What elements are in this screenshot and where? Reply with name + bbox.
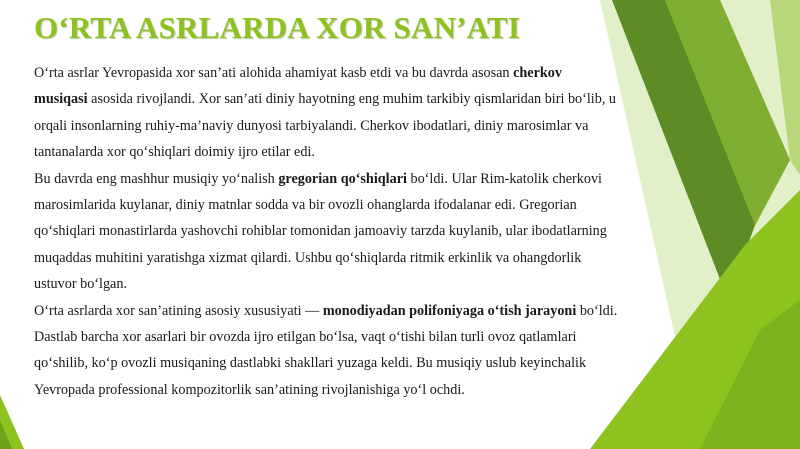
paragraph-2-text-a: Bu davrda eng mashhur musiqiy yo‘nalish	[34, 170, 279, 187]
slide-title: O‘RTA ASRLARDA XOR SAN’ATI	[34, 10, 521, 45]
paragraph-2-text-b: bo‘ldi. Ular Rim-katolik cherkovi marosimlarida kuylanar, diniy matnlar sodda va bir ovozli ohanglarda ifodalanar edi. Gregorian qo‘shiqlari monastirlarda yashovchi rohiblar tomonidan jamoaviy tarzda kuylanib, ular ibodatlarning muqaddas muhitini yaratishga xizmat qilardi. Ushbu qo‘shiqlarda ritmik erkinlik va ohangdorlik ustuvor bo‘lgan.	[34, 170, 607, 293]
paragraph-2	[34, 166, 619, 298]
paragraph-3-text-b: bo‘ldi. Dastlab barcha xor asarlari bir ovozda ijro etilgan bo‘lsa, vaqt o‘tishi bilan turli ovoz qatlamlari qo‘shilib, ko‘p ovozli musiqaning dastlabki shakllari yuzaga keldi. Bu musiqiy uslub keyinchalik Yevropada professional kompozitorlik san’atining rivojlanishiga yo‘l ochdi.	[34, 302, 618, 398]
paragraph-3-bold: monodiyadan polifoniyaga o‘tish jarayoni	[322, 302, 577, 319]
paragraph-3-text-a: O‘rta asrlarda xor san’atining asosiy xususiyati —	[34, 302, 323, 319]
paragraph-1-text-a: O‘rta asrlar Yevropasida xor san’ati alohida ahamiyat kasb etdi va bu davrda asosan	[34, 65, 514, 81]
slide-body	[34, 60, 619, 403]
paragraph-1-bold: cherkov musiqasi	[34, 65, 562, 108]
paragraph-2-bold: gregorian qo‘shiqlari	[278, 170, 407, 187]
paragraph-3	[34, 298, 619, 404]
paragraph-1-text-b: asosida rivojlandi. Xor san’ati diniy hayotning eng muhim tarkibiy qismlaridan biri bo‘lib, u orqali insonlarning ruhiy-ma’naviy dunyosi tarbiyalandi. Cherkov ibodatlari, diniy marosimlar va tantanalarda xor qo‘shiqlari doimiy ijro etilar edi.	[34, 91, 617, 161]
paragraph-1	[34, 60, 619, 166]
